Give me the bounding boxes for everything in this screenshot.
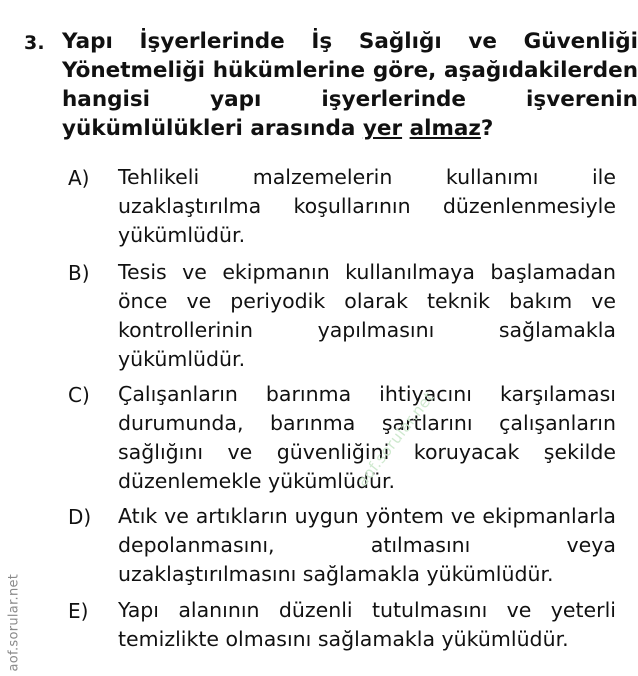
- side-watermark: aof.sorular.net: [6, 573, 22, 672]
- option-b-letter: B): [68, 261, 90, 285]
- question-text-main: Yapı İşyerlerinde İş Sağlığı ve Güvenliği Yönetmeliği hükümlerine göre, aşağıdakilerden hangisi yapı işyerlerinde işverenin yükümlülükleri arasında: [62, 29, 638, 141]
- diagonal-watermark: aof.sorular.net: [353, 388, 439, 490]
- question-text: [62, 27, 638, 143]
- option-c-text: Çalışanların barınma ihtiyacını karşılaması durumunda, barınma şartlarını çalışanların sağlığını ve güvenliğini koruyacak şekilde düzenlemekle yükümlüdür.: [118, 382, 616, 493]
- question-space: [402, 116, 410, 141]
- question-underlined-word-1: yer: [362, 116, 403, 141]
- option-a-letter: A): [68, 166, 90, 190]
- question-underlined-word-2: almaz: [409, 116, 481, 141]
- question-mark: ?: [480, 116, 494, 141]
- option-d-letter: D): [68, 505, 92, 529]
- option-e-letter: E): [68, 599, 89, 623]
- option-c-letter: C): [68, 383, 90, 407]
- question-number: 3.: [24, 32, 45, 54]
- option-e-text: Yapı alanının düzenli tutulmasını ve yeterli temizlikte olmasını sağlamakla yükümlüdür.: [118, 598, 616, 651]
- option-d-text: Atık ve artıkların uygun yöntem ve ekipmanlarla depolanmasını, atılmasını veya uzaklaştırılmasını sağlamakla yükümlüdür.: [118, 504, 616, 586]
- option-a-text: Tehlikeli malzemelerin kullanımı ile uzaklaştırılma koşullarının düzenlenmesiyle yükümlüdür.: [118, 165, 616, 247]
- option-b-text: Tesis ve ekipmanın kullanılmaya başlamadan önce ve periyodik olarak teknik bakım ve kontrollerinin yapılmasını sağlamakla yükümlüdür.: [118, 260, 616, 371]
